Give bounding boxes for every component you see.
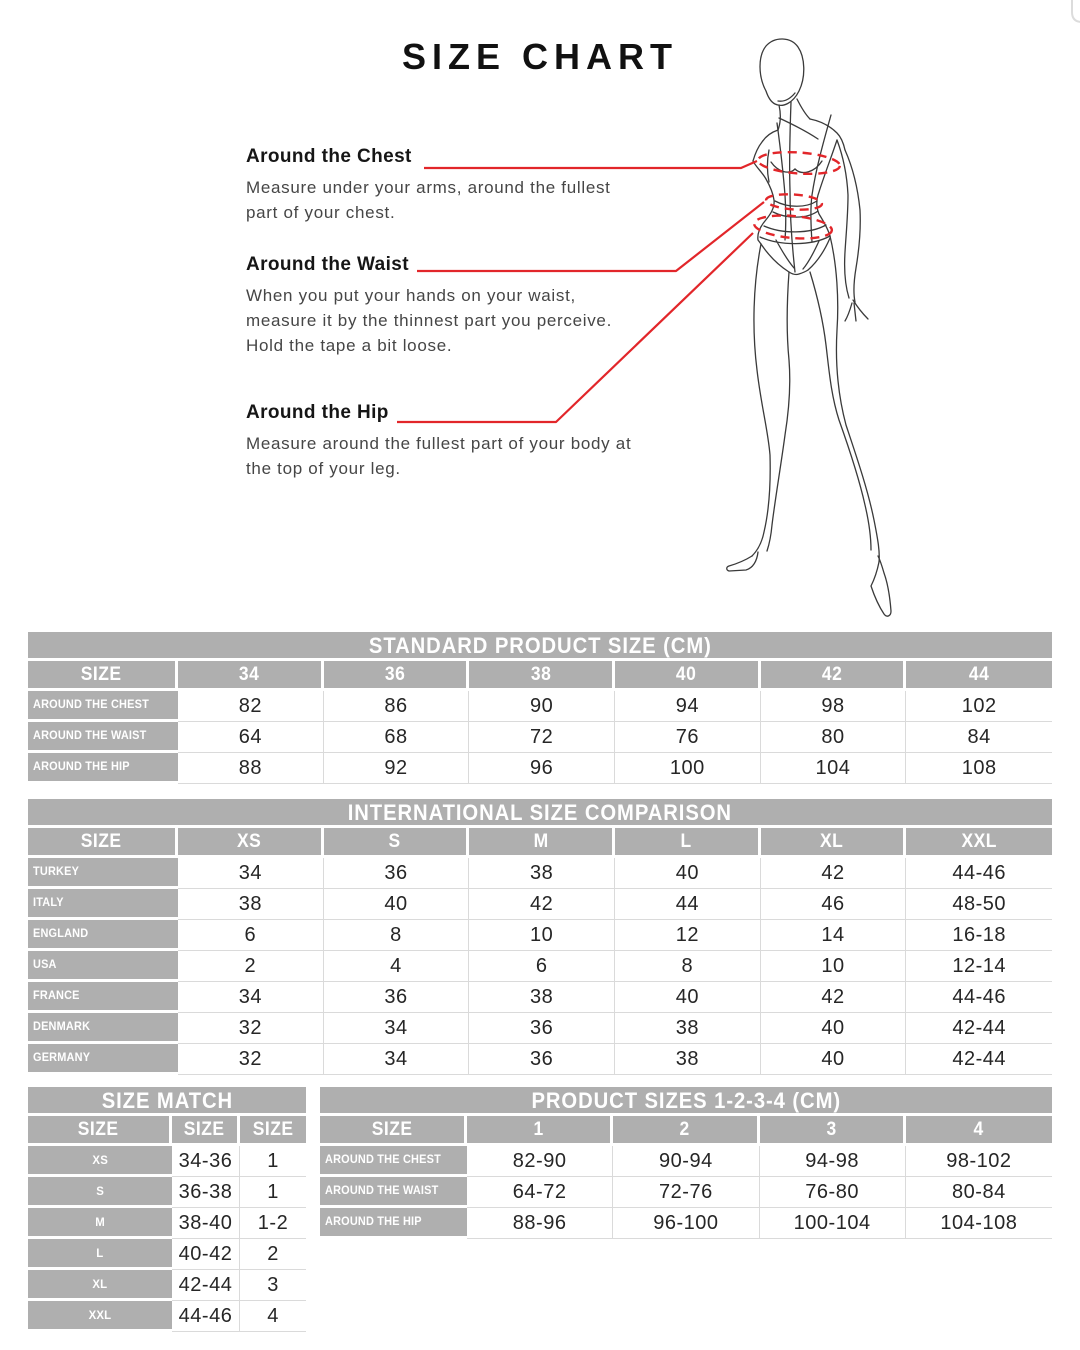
size-value: 76-80	[760, 1177, 906, 1208]
size-value: 84	[906, 722, 1052, 753]
table-header-row	[28, 1116, 306, 1146]
guide-chest-block	[246, 146, 638, 225]
column-header: 36	[324, 661, 470, 691]
row-label: USA	[28, 951, 178, 982]
size-value: 68	[324, 722, 470, 753]
size-value: 38	[615, 1044, 761, 1075]
table-row	[28, 1044, 1052, 1075]
row-label: DENMARK	[28, 1013, 178, 1044]
guide-description: Measure under your arms, around the fullest part of your chest.	[246, 178, 611, 222]
row-label: AROUND THE HIP	[28, 753, 178, 784]
size-value: 44-46	[172, 1301, 240, 1332]
size-value: 44-46	[906, 982, 1052, 1013]
table-row	[320, 1146, 1052, 1177]
size-value: 36-38	[172, 1177, 240, 1208]
table-row	[28, 1146, 306, 1177]
size-value: 86	[324, 691, 470, 722]
page-title: SIZE CHART	[402, 36, 678, 77]
table-title: INTERNATIONAL SIZE COMPARISON	[28, 799, 1052, 828]
table-row	[28, 1301, 306, 1332]
table-row	[28, 1177, 306, 1208]
size-value: 34	[324, 1013, 470, 1044]
size-value: 34-36	[172, 1146, 240, 1177]
size-value: 36	[324, 858, 470, 889]
size-value: 8	[615, 951, 761, 982]
size-value: 42	[469, 889, 615, 920]
row-label: L	[28, 1239, 172, 1270]
row-label: FRANCE	[28, 982, 178, 1013]
size-value: 80	[761, 722, 907, 753]
size-value: 38-40	[172, 1208, 240, 1239]
size-value: 42-44	[906, 1013, 1052, 1044]
size-match-table	[28, 1087, 306, 1332]
table-row	[28, 691, 1052, 722]
table-row	[28, 753, 1052, 784]
female-croquis-sketch	[727, 39, 891, 616]
size-value: 64	[178, 722, 324, 753]
column-header: SIZE	[28, 828, 178, 858]
size-value: 40	[615, 858, 761, 889]
column-header: 3	[760, 1116, 906, 1146]
column-header: SIZE	[172, 1116, 240, 1146]
size-value: 96	[469, 753, 615, 784]
table-row	[28, 982, 1052, 1013]
size-value: 98-102	[906, 1146, 1052, 1177]
guide-waist-block	[246, 254, 638, 358]
size-value: 12	[615, 920, 761, 951]
guide-heading: Around the Chest	[246, 146, 412, 167]
size-value: 100-104	[760, 1208, 906, 1239]
size-value: 3	[240, 1270, 306, 1301]
table-title: PRODUCT SIZES 1-2-3-4 (CM)	[320, 1087, 1052, 1116]
row-label: TURKEY	[28, 858, 178, 889]
size-value: 6	[469, 951, 615, 982]
size-value: 34	[178, 858, 324, 889]
row-label: XL	[28, 1270, 172, 1301]
row-label: S	[28, 1177, 172, 1208]
size-value: 32	[178, 1044, 324, 1075]
size-value: 38	[178, 889, 324, 920]
column-header: 44	[906, 661, 1052, 691]
size-value: 34	[324, 1044, 470, 1075]
table-row	[320, 1208, 1052, 1239]
standard-size-table	[28, 632, 1052, 784]
column-header: 1	[467, 1116, 613, 1146]
size-value: 42-44	[906, 1044, 1052, 1075]
table-row	[28, 951, 1052, 982]
guide-heading: Around the Waist	[246, 254, 409, 275]
column-header: 42	[761, 661, 907, 691]
table-row	[28, 889, 1052, 920]
row-label: M	[28, 1208, 172, 1239]
size-value: 40	[324, 889, 470, 920]
international-size-table	[28, 799, 1052, 1075]
size-value: 40-42	[172, 1239, 240, 1270]
size-value: 90-94	[613, 1146, 759, 1177]
size-value: 72-76	[613, 1177, 759, 1208]
size-value: 14	[761, 920, 907, 951]
size-value: 36	[469, 1044, 615, 1075]
size-value: 94	[615, 691, 761, 722]
size-value: 98	[761, 691, 907, 722]
size-value: 2	[240, 1239, 306, 1270]
table-row	[28, 1239, 306, 1270]
size-value: 8	[324, 920, 470, 951]
guide-description: When you put your hands on your waist, measure it by the thinnest part you perceive. Hold the tape a bit loose.	[246, 286, 613, 355]
size-value: 88-96	[467, 1208, 613, 1239]
product-sizes-table	[320, 1087, 1052, 1239]
row-label: GERMANY	[28, 1044, 178, 1075]
size-value: 1	[240, 1177, 306, 1208]
table-row	[28, 920, 1052, 951]
size-value: 4	[324, 951, 470, 982]
column-header: XXL	[906, 828, 1052, 858]
size-value: 36	[324, 982, 470, 1013]
size-value: 10	[469, 920, 615, 951]
size-value: 46	[761, 889, 907, 920]
column-header: 2	[613, 1116, 759, 1146]
row-label: AROUND THE CHEST	[320, 1146, 467, 1177]
size-value: 82	[178, 691, 324, 722]
size-value: 42-44	[172, 1270, 240, 1301]
table-row	[28, 858, 1052, 889]
column-header: XS	[178, 828, 324, 858]
row-label: ITALY	[28, 889, 178, 920]
column-header: S	[324, 828, 470, 858]
size-value: 10	[761, 951, 907, 982]
table-title: STANDARD PRODUCT SIZE (CM)	[28, 632, 1052, 661]
size-value: 4	[240, 1301, 306, 1332]
size-value: 2	[178, 951, 324, 982]
table-header-row	[28, 828, 1052, 858]
size-value: 36	[469, 1013, 615, 1044]
table-title: SIZE MATCH	[28, 1087, 306, 1116]
row-label: AROUND THE WAIST	[28, 722, 178, 753]
row-label: ENGLAND	[28, 920, 178, 951]
size-value: 80-84	[906, 1177, 1052, 1208]
size-value: 38	[469, 858, 615, 889]
size-value: 40	[761, 1013, 907, 1044]
frame-corner-decoration	[1072, 0, 1080, 22]
size-value: 42	[761, 982, 907, 1013]
size-value: 94-98	[760, 1146, 906, 1177]
size-value: 44-46	[906, 858, 1052, 889]
size-value: 40	[761, 1044, 907, 1075]
size-value: 40	[615, 982, 761, 1013]
row-label: XXL	[28, 1301, 172, 1332]
column-header: SIZE	[28, 661, 178, 691]
column-header: 34	[178, 661, 324, 691]
table-row	[320, 1177, 1052, 1208]
size-value: 34	[178, 982, 324, 1013]
column-header: SIZE	[320, 1116, 467, 1146]
column-header: XL	[761, 828, 907, 858]
table-row	[28, 1270, 306, 1301]
column-header: 38	[469, 661, 615, 691]
row-label: AROUND THE HIP	[320, 1208, 467, 1239]
size-value: 16-18	[906, 920, 1052, 951]
size-value: 1-2	[240, 1208, 306, 1239]
guide-hip-block	[246, 402, 638, 481]
size-value: 104-108	[906, 1208, 1052, 1239]
size-value: 100	[615, 753, 761, 784]
size-value: 1	[240, 1146, 306, 1177]
size-value: 42	[761, 858, 907, 889]
size-value: 76	[615, 722, 761, 753]
row-label: AROUND THE CHEST	[28, 691, 178, 722]
table-header-row	[320, 1116, 1052, 1146]
size-value: 12-14	[906, 951, 1052, 982]
size-value: 102	[906, 691, 1052, 722]
size-value: 104	[761, 753, 907, 784]
size-value: 6	[178, 920, 324, 951]
column-header: SIZE	[28, 1116, 172, 1146]
table-row	[28, 1208, 306, 1239]
column-header: 40	[615, 661, 761, 691]
row-label: XS	[28, 1146, 172, 1177]
size-value: 88	[178, 753, 324, 784]
size-value: 44	[615, 889, 761, 920]
guide-description: Measure around the fullest part of your body at the top of your leg.	[246, 434, 632, 478]
size-value: 82-90	[467, 1146, 613, 1177]
column-header: M	[469, 828, 615, 858]
size-value: 72	[469, 722, 615, 753]
size-value: 64-72	[467, 1177, 613, 1208]
table-row	[28, 722, 1052, 753]
size-value: 38	[615, 1013, 761, 1044]
column-header: L	[615, 828, 761, 858]
column-header: 4	[906, 1116, 1052, 1146]
size-value: 92	[324, 753, 470, 784]
table-row	[28, 1013, 1052, 1044]
column-header: SIZE	[240, 1116, 306, 1146]
guide-heading: Around the Hip	[246, 402, 389, 423]
size-value: 48-50	[906, 889, 1052, 920]
size-value: 38	[469, 982, 615, 1013]
row-label: AROUND THE WAIST	[320, 1177, 467, 1208]
size-value: 96-100	[613, 1208, 759, 1239]
table-header-row	[28, 661, 1052, 691]
size-value: 90	[469, 691, 615, 722]
size-value: 108	[906, 753, 1052, 784]
size-value: 32	[178, 1013, 324, 1044]
